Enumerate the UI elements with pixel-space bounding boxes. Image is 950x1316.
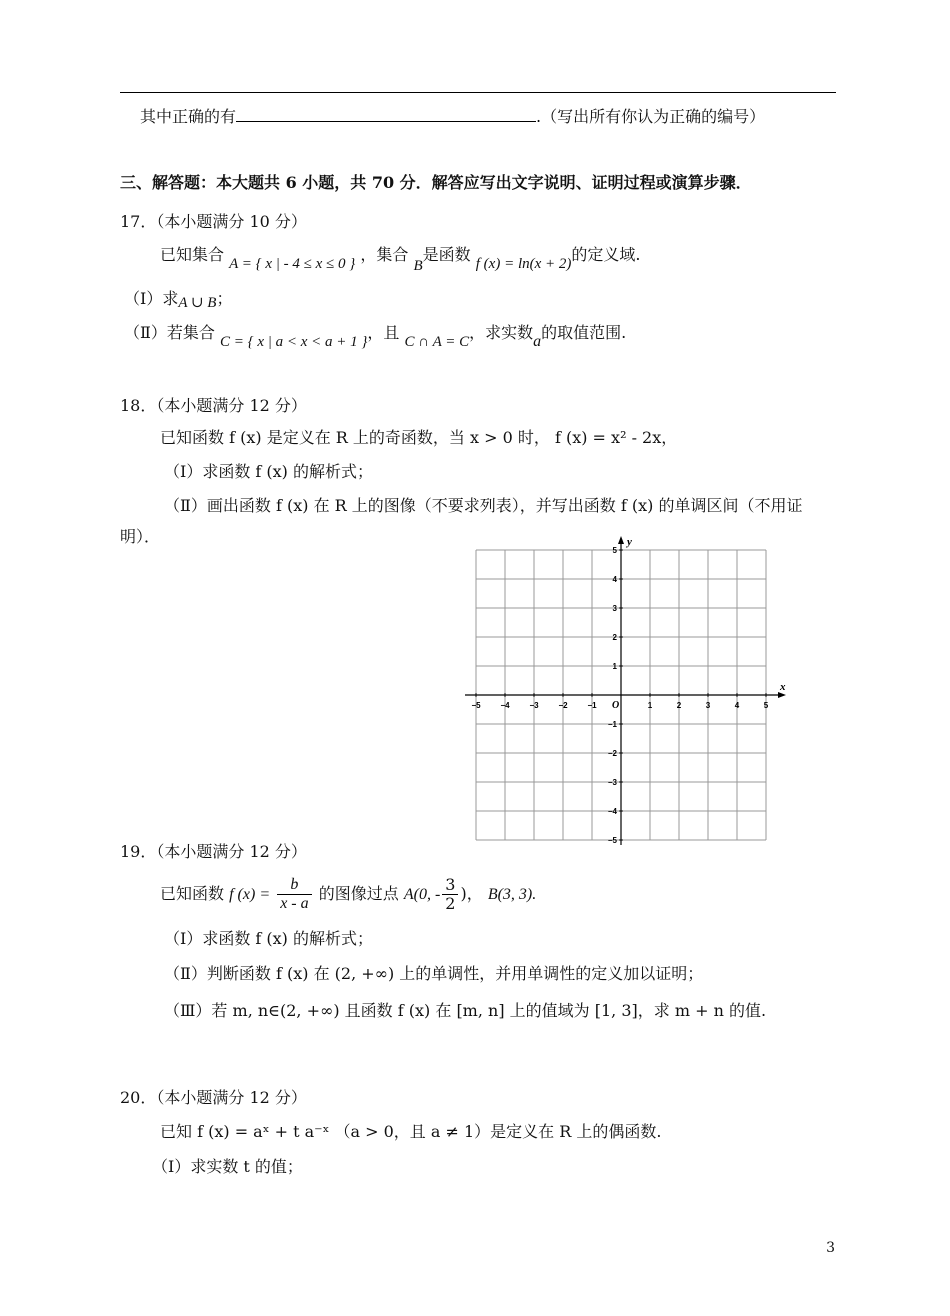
x-tick-label: −2 (558, 701, 568, 710)
x-tick-label: −5 (471, 701, 481, 710)
x-tick-label: 3 (705, 701, 711, 710)
x-axis-label: x (780, 681, 786, 693)
top-rule (120, 92, 836, 93)
x-tick-label: −4 (500, 701, 510, 710)
q19-point-fraction: $\frac{3}{2}$ (442, 876, 458, 913)
y-tick-label: 5 (612, 546, 617, 555)
y-tick-label: −5 (607, 836, 617, 845)
fill-in-line: 其中正确的有 .（写出所有你认为正确的编号） (140, 107, 766, 126)
x-tick-label: 2 (676, 701, 682, 710)
y-tick-label: −1 (607, 720, 617, 729)
answer-blank[interactable] (236, 107, 536, 122)
y-axis-arrow (618, 536, 624, 544)
y-tick-label: −2 (607, 749, 617, 758)
q19-part3: （Ⅲ）若 m, n∈(2, +∞) 且函数 f (x) 在 [m, n] 上的值域为 [1, 3]，求 m + n 的值. (164, 1001, 767, 1020)
page-number: 3 (826, 1240, 835, 1256)
q18-part2: （Ⅱ）画出函数 f (x) 在 R 上的图像（不要求列表），并写出函数 f (x) 的单调区间（不用证 (164, 496, 803, 515)
q20-stem: 已知 f (x) = aˣ + t a⁻ˣ （a > 0，且 a ≠ 1）是定义在 R 上的偶函数. (160, 1122, 662, 1141)
section-heading: 三、解答题：本大题共 6 小题，共 70 分．解答应写出文字说明、证明过程或演算步骤． (120, 173, 752, 192)
q17-stem: 已知集合 A = { x | - 4 ≤ x ≤ 0 } ，集合 B是函数 f (x) = ln(x + 2)的定义域. (160, 245, 641, 274)
q18-stem: 已知函数 f (x) 是定义在 R 上的奇函数，当 x > 0 时， f (x) = x² - 2x， (160, 428, 678, 447)
y-tick-label: −3 (607, 778, 617, 787)
x-tick-label: −3 (529, 701, 539, 710)
q20-part1: （Ⅰ）求实数 t 的值； (152, 1157, 303, 1176)
q19-stem: 已知函数 f (x) = $\frac{b}{x - a}$ 的图像过点 A(0, - $\frac{3}{2}$ )， B(3, 3). (160, 875, 537, 913)
q17-part1: （Ⅰ）求A ∪ B； (124, 289, 233, 311)
y-tick-label: 3 (612, 604, 617, 613)
x-tick-label: 4 (734, 701, 740, 710)
x-tick-label: 5 (763, 701, 769, 710)
q19-part1: （Ⅰ）求函数 f (x) 的解析式； (164, 929, 374, 948)
q20-number: 20．（本小题满分 12 分） (120, 1088, 307, 1107)
y-tick-label: 4 (612, 575, 617, 584)
y-tick-label: 1 (612, 662, 617, 671)
y-tick-label: 2 (612, 633, 617, 642)
x-tick-label: −1 (587, 701, 597, 710)
y-axis-label: y (627, 536, 632, 548)
q17-number: 17．（本小题满分 10 分） (120, 212, 307, 231)
y-tick-label: −4 (607, 807, 617, 816)
q19-part2: （Ⅱ）判断函数 f (x) 在 (2, +∞) 上的单调性，并用单调性的定义加以证明； (164, 964, 704, 983)
origin-label: O (612, 700, 620, 711)
q19-fraction: $\frac{b}{x - a}$ (277, 876, 311, 913)
q18-part2-cont: 明）． (120, 527, 161, 546)
q17-part2: （Ⅱ）若集合 C = { x | a < x < a + 1 }，且 C ∩ A = C，求实数a的取值范围. (124, 323, 627, 350)
coordinate-grid (465, 535, 795, 845)
q18-number: 18．（本小题满分 12 分） (120, 396, 307, 415)
x-tick-label: 1 (647, 701, 653, 710)
q19-number: 19．（本小题满分 12 分） (120, 842, 307, 861)
q18-part1: （Ⅰ）求函数 f (x) 的解析式； (164, 462, 374, 481)
